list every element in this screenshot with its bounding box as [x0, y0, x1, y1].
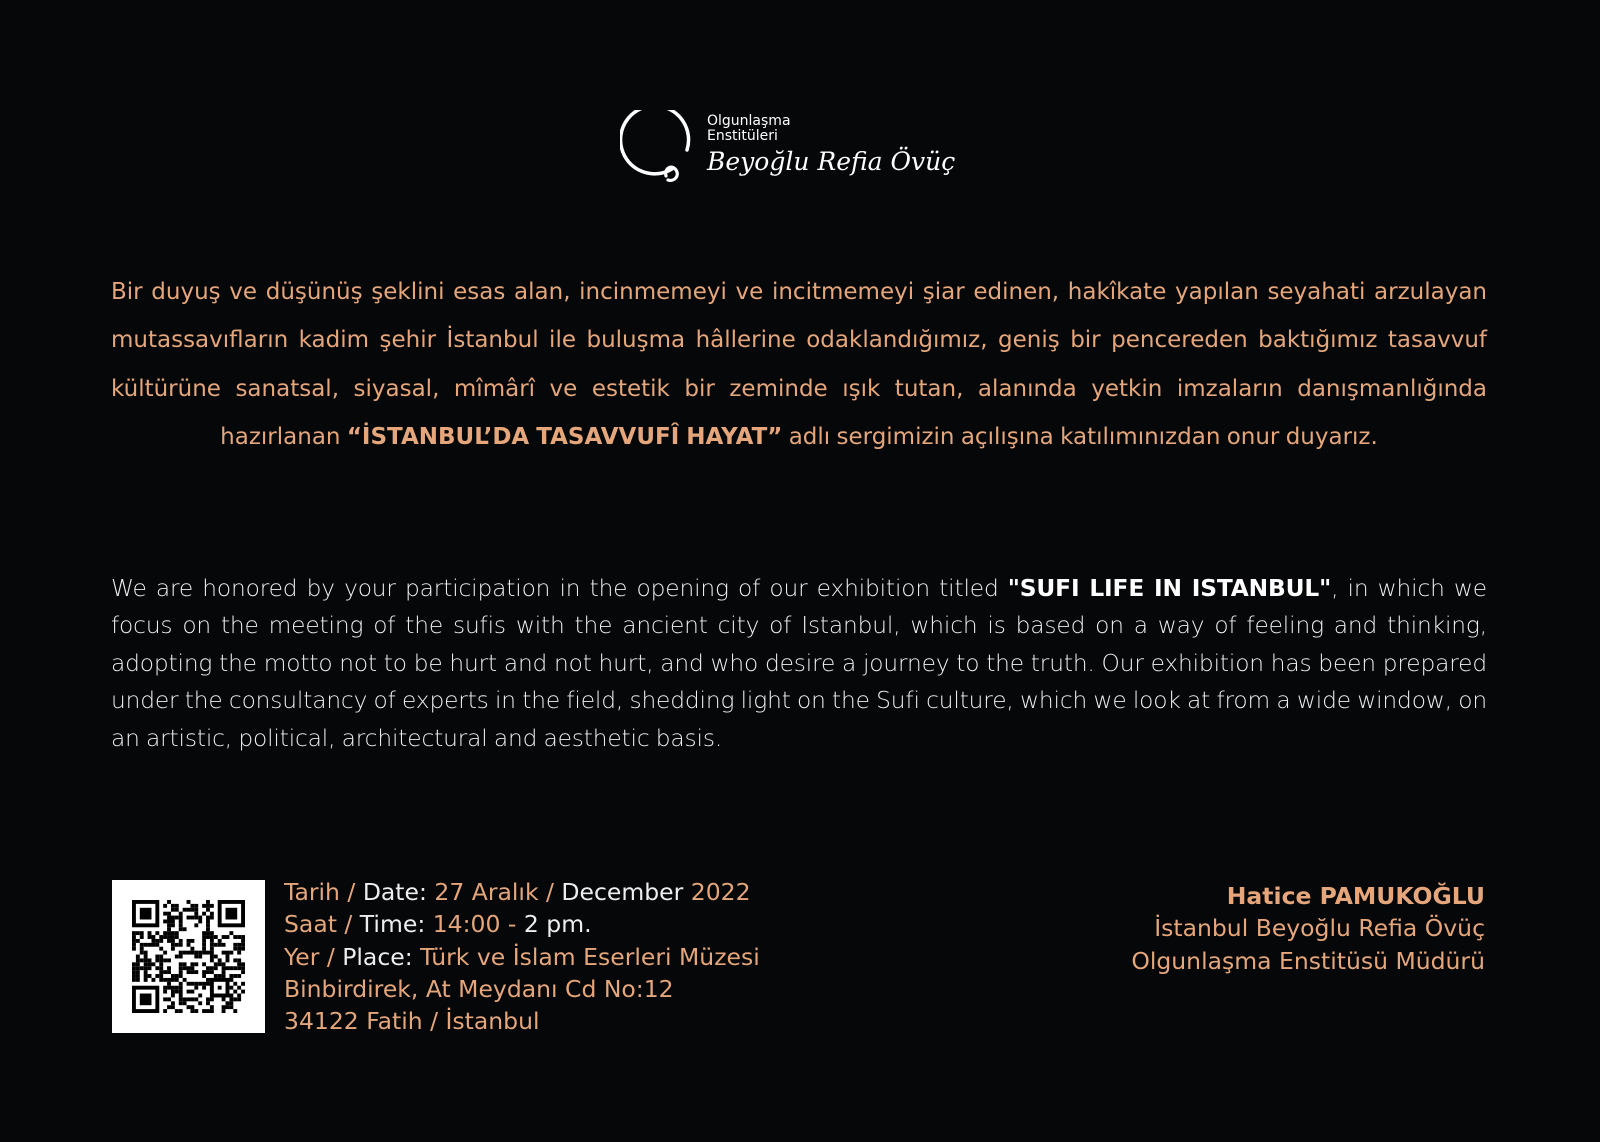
signatory-title-1: İstanbul Beyoğlu Refia Övüç: [1154, 914, 1485, 943]
turkish-invitation-text: [111, 268, 1487, 462]
turkish-text-before: Bir duyuş ve düşünüş şeklini esas alan, incinmemeyi ve incitmemeyi şiar edinen, hakîkate yapılan seyahati arzulayan mutassavıfların kadim şehir İstanbul ile buluşma hâllerine odaklandığımız, geniş bir pencereden baktığımız tasavvuf kültürüne sanatsal, siyasal, mîmârî ve estetik bir zeminde ışık tutan, alanında yetkin imzaların danışmanlığında hazırlanan: [111, 279, 1487, 451]
event-details: [284, 876, 760, 1037]
date-label-en: Date: [362, 878, 419, 906]
logo-line-1: Olgunlaşma: [707, 113, 791, 129]
address-line-2: 34122 Fatih / İstanbul: [284, 1007, 540, 1036]
signature-block: [1131, 880, 1485, 977]
qr-code-icon: [132, 900, 245, 1013]
logo-mark-icon: [620, 110, 700, 186]
english-exhibition-title: "SUFI LIFE IN ISTANBUL": [1007, 575, 1332, 602]
turkish-exhibition-title: “İSTANBUL’DA TASAVVUFÎ HAYAT”: [346, 424, 783, 451]
logo-name: Beyoğlu Refia Övüç: [707, 147, 956, 176]
turkish-text-after: adlı sergimizin açılışına katılımınızdan onur duyarız.: [782, 424, 1378, 451]
date-value-tr: 27 Aralık /: [434, 878, 562, 906]
place-label-en: Place: [342, 942, 405, 971]
english-text-after: , in which we focus on the meeting of the sufis with the ancient city of Istanbul, which is based on a way of feeling and thinking, adopting the motto not to be hurt and not hurt, and who desire a journey to the truth. Our exhibition has been prepared under the consultancy of experts in the field, shedding light on the Sufi culture, which we look at from a wide window, on an artistic, political, architectural and aesthetic basis.: [111, 575, 1487, 752]
time-label-en: Time: [359, 910, 418, 939]
qr-code[interactable]: [112, 880, 265, 1033]
logo-line-2: Enstitüleri: [707, 128, 778, 144]
signatory-name: Hatice PAMUKOĞLU: [1226, 882, 1485, 910]
date-line: Tarih / Date: 27 Aralık / December 2022: [284, 878, 751, 906]
date-label-tr: Tarih /: [284, 878, 363, 906]
place-value: Türk ve İslam Eserleri Müzesi: [420, 942, 760, 971]
time-value: 14:00 -: [432, 910, 524, 939]
english-text-before: We are honored by your participation in the opening of our exhibition titled: [111, 575, 1008, 602]
time-line: Saat / Time: 14:00 - 2 pm.: [284, 910, 592, 939]
time-label-tr: Saat /: [284, 910, 360, 939]
signatory-title-2: Olgunlaşma Enstitüsü Müdürü: [1131, 946, 1485, 975]
place-line: Yer / Place: Türk ve İslam Eserleri Müzesi: [284, 942, 760, 971]
time-value-en: 2 pm.: [523, 910, 592, 939]
date-year: 2022: [683, 878, 751, 906]
address-line-1: Binbirdirek, At Meydanı Cd No:12: [284, 974, 674, 1003]
place-label-tr: Yer /: [284, 942, 343, 971]
date-value-en: December: [561, 878, 684, 906]
institute-logo: [620, 110, 980, 186]
english-invitation-text: [111, 570, 1487, 757]
